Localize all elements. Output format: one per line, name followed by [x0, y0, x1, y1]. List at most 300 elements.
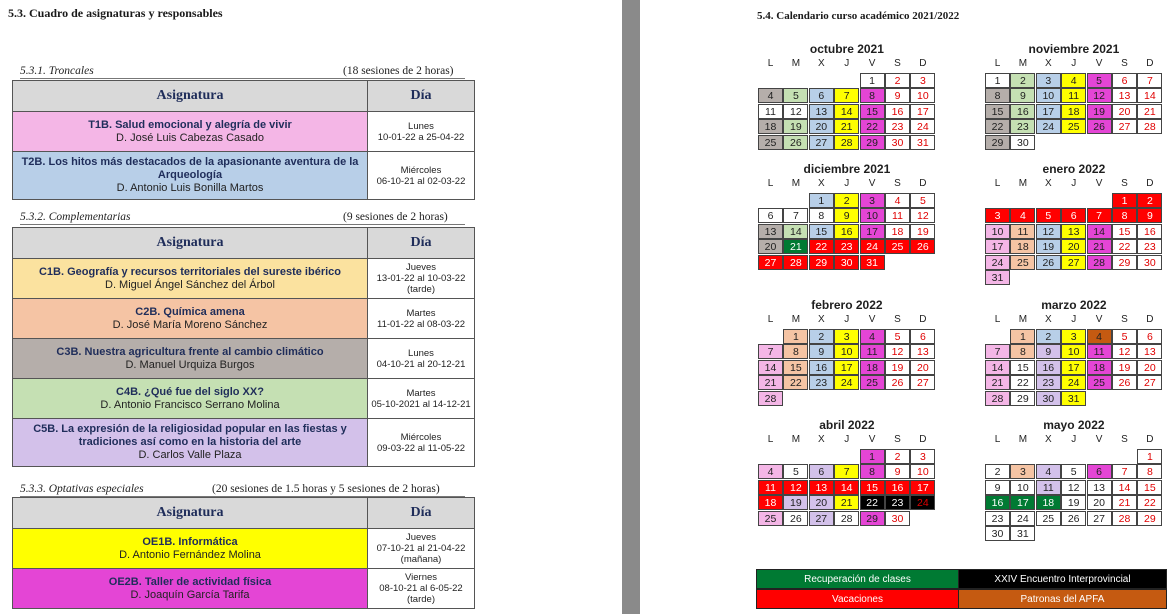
- header-dia: Día: [368, 81, 475, 112]
- day-cell: 19: [783, 119, 808, 134]
- day-cell: 15: [860, 104, 885, 119]
- day-cell: 18: [1087, 360, 1112, 375]
- table-row: [13, 112, 475, 152]
- day-cell: 4: [758, 88, 783, 103]
- header-dia: Día: [368, 498, 475, 529]
- day-cell: 6: [910, 329, 935, 344]
- day-cell: 24: [834, 375, 859, 390]
- day-cell: 11: [1036, 480, 1061, 495]
- day-cell: 24: [985, 255, 1010, 270]
- day-cell: 4: [758, 464, 783, 479]
- day-cell: 29: [1112, 255, 1137, 270]
- subject-title: T2B. Los hitos más destacados de la apasionante aventura de la Arqueología: [21, 156, 359, 181]
- weekday-label: S: [1121, 58, 1128, 69]
- day-cell: 30: [1010, 135, 1035, 150]
- weekday-label: S: [894, 314, 901, 325]
- weekday-label: L: [767, 434, 774, 445]
- weekday-label: J: [844, 178, 850, 189]
- day-cell: [368, 529, 475, 569]
- day-cell: 21: [834, 495, 859, 510]
- day-cell: 4: [1010, 208, 1035, 223]
- day-cell: 5: [910, 193, 935, 208]
- day-cell: 2: [885, 449, 910, 464]
- subject-cell: [13, 259, 368, 299]
- day-cell: 9: [809, 344, 834, 359]
- day-cell: 2: [985, 464, 1010, 479]
- weekday-label: L: [994, 434, 1001, 445]
- day-cell: 7: [1137, 73, 1162, 88]
- day-cell: 30: [834, 255, 859, 270]
- day-cell: 26: [885, 375, 910, 390]
- day-cell: 22: [1010, 375, 1035, 390]
- day-cell: 16: [985, 495, 1010, 510]
- day-cell: 1: [1112, 193, 1137, 208]
- day-cell: 23: [1137, 239, 1162, 254]
- day-cell: [368, 299, 475, 339]
- header-asignatura: Asignatura: [13, 81, 368, 112]
- day-cell: 11: [758, 480, 783, 495]
- day-cell: 22: [1112, 239, 1137, 254]
- weekday-label: L: [994, 314, 1001, 325]
- day-cell: 10: [860, 208, 885, 223]
- weekday-label: S: [1121, 178, 1128, 189]
- day-cell: 27: [1061, 255, 1086, 270]
- weekday-label: V: [868, 434, 876, 445]
- day-cell: 26: [1036, 255, 1061, 270]
- day-cell: 23: [1010, 119, 1035, 134]
- day-cell: 12: [885, 344, 910, 359]
- weekday-label: D: [1146, 434, 1154, 445]
- day-cell: 22: [860, 495, 885, 510]
- day-cell: 15: [783, 360, 808, 375]
- day-cell: 17: [1010, 495, 1035, 510]
- day-cell: 11: [758, 104, 783, 119]
- day-cell: 23: [885, 119, 910, 134]
- month-title: abril 2022: [819, 418, 875, 432]
- header-asignatura: Asignatura: [13, 498, 368, 529]
- weekday-label: M: [1018, 178, 1028, 189]
- day-cell: 13: [1087, 480, 1112, 495]
- day-cell: 11: [860, 344, 885, 359]
- day-cell: 25: [1087, 375, 1112, 390]
- day-cell: 9: [1137, 208, 1162, 223]
- month-title: diciembre 2021: [803, 162, 891, 176]
- day-cell: 5: [1036, 208, 1061, 223]
- day-cell: 8: [860, 88, 885, 103]
- section-title: 5.3. Cuadro de asignaturas y responsables: [8, 6, 223, 20]
- subject-cell: [13, 112, 368, 152]
- day-cell: 3: [860, 193, 885, 208]
- day-line: 04-10-21 al 20-12-21: [376, 358, 466, 370]
- day-cell: 5: [885, 329, 910, 344]
- day-cell: 16: [885, 480, 910, 495]
- day-cell: 7: [783, 208, 808, 223]
- day-cell: 18: [860, 360, 885, 375]
- day-cell: 20: [1112, 104, 1137, 119]
- subsection-title: 5.3.3. Optativas especiales: [20, 483, 144, 495]
- day-cell: 7: [1112, 464, 1137, 479]
- weekday-label: D: [919, 178, 927, 189]
- day-cell: 11: [1010, 224, 1035, 239]
- right-page: [640, 0, 1170, 614]
- day-cell: 29: [860, 135, 885, 150]
- day-cell: 6: [809, 88, 834, 103]
- day-cell: 22: [860, 119, 885, 134]
- day-line: 06-10-21 al 02-03-22: [376, 175, 466, 187]
- day-cell: 20: [809, 495, 834, 510]
- day-cell: 10: [1010, 480, 1035, 495]
- subject-title: C4B. ¿Qué fue del siglo XX?: [116, 385, 264, 398]
- subsection-note: (18 sesiones de 2 horas): [343, 65, 454, 77]
- day-cell: 15: [1010, 360, 1035, 375]
- day-cell: 3: [1061, 329, 1086, 344]
- day-cell: 24: [910, 495, 935, 510]
- day-cell: 26: [910, 239, 935, 254]
- day-cell: 21: [1137, 104, 1162, 119]
- day-cell: 27: [1112, 119, 1137, 134]
- day-cell: [368, 339, 475, 379]
- day-cell: 18: [758, 119, 783, 134]
- day-line: 07-10-21 al 21-04-22: [376, 543, 466, 554]
- day-cell: 13: [758, 224, 783, 239]
- day-cell: 13: [910, 344, 935, 359]
- weekday-label: V: [1095, 434, 1103, 445]
- day-cell: 12: [783, 480, 808, 495]
- weekday-label: X: [1044, 178, 1052, 189]
- day-cell: 2: [1137, 193, 1162, 208]
- day-cell: 4: [1061, 73, 1086, 88]
- day-cell: 27: [809, 511, 834, 526]
- day-cell: 16: [1137, 224, 1162, 239]
- day-cell: 30: [885, 511, 910, 526]
- day-cell: 8: [809, 208, 834, 223]
- day-cell: 26: [1112, 375, 1137, 390]
- weekday-label: M: [791, 434, 801, 445]
- day-line: Viernes: [404, 572, 438, 583]
- day-cell: 19: [1087, 104, 1112, 119]
- weekday-label: D: [1146, 314, 1154, 325]
- subject-teacher: D. Antonio Francisco Serrano Molina: [100, 398, 280, 411]
- subject-cell: [13, 299, 368, 339]
- day-cell: 15: [860, 480, 885, 495]
- month-title: noviembre 2021: [1028, 42, 1120, 56]
- day-cell: 24: [860, 239, 885, 254]
- weekday-label: X: [817, 314, 825, 325]
- day-cell: 4: [1087, 329, 1112, 344]
- subsection-title: 5.3.2. Complementarias: [20, 211, 131, 223]
- subject-teacher: D. José María Moreno Sánchez: [112, 318, 268, 331]
- day-cell: 25: [758, 511, 783, 526]
- day-cell: 17: [1061, 360, 1086, 375]
- day-cell: 10: [834, 344, 859, 359]
- day-cell: 9: [834, 208, 859, 223]
- day-cell: 12: [910, 208, 935, 223]
- weekday-label: S: [894, 434, 901, 445]
- day-cell: 28: [1112, 511, 1137, 526]
- day-cell: 14: [758, 360, 783, 375]
- subject-cell: [13, 569, 368, 609]
- day-cell: 2: [809, 329, 834, 344]
- day-cell: 21: [834, 119, 859, 134]
- day-cell: 18: [1010, 239, 1035, 254]
- day-cell: 19: [910, 224, 935, 239]
- weekday-label: M: [791, 58, 801, 69]
- subjects-table: [12, 80, 475, 200]
- day-cell: 8: [1010, 344, 1035, 359]
- day-line: 11-01-22 al 08-03-22: [376, 318, 466, 330]
- day-cell: 25: [1036, 511, 1061, 526]
- day-cell: 16: [1010, 104, 1035, 119]
- day-cell: 29: [860, 511, 885, 526]
- day-cell: 4: [860, 329, 885, 344]
- day-line: (mañana): [400, 554, 442, 565]
- day-cell: 28: [783, 255, 808, 270]
- day-cell: 17: [985, 239, 1010, 254]
- day-cell: 12: [1061, 480, 1086, 495]
- day-cell: 31: [985, 270, 1010, 285]
- day-cell: 6: [1061, 208, 1086, 223]
- day-cell: 9: [985, 480, 1010, 495]
- day-cell: [368, 379, 475, 419]
- day-cell: 7: [834, 464, 859, 479]
- day-cell: 1: [1137, 449, 1162, 464]
- day-cell: 20: [758, 239, 783, 254]
- day-cell: 27: [1137, 375, 1162, 390]
- weekday-label: X: [1044, 434, 1052, 445]
- day-line: 05-10-2021 al 14-12-21: [371, 398, 471, 410]
- table-row: [13, 339, 475, 379]
- day-cell: 13: [1137, 344, 1162, 359]
- day-cell: 28: [834, 135, 859, 150]
- weekday-label: J: [844, 434, 850, 445]
- day-cell: 2: [834, 193, 859, 208]
- month-title: enero 2022: [1042, 162, 1106, 176]
- day-cell: 31: [860, 255, 885, 270]
- day-cell: 3: [910, 73, 935, 88]
- day-cell: 19: [1112, 360, 1137, 375]
- subject-title: OE2B. Taller de actividad física: [108, 575, 272, 588]
- day-cell: 17: [860, 224, 885, 239]
- header-asignatura: Asignatura: [13, 228, 368, 259]
- day-cell: 1: [783, 329, 808, 344]
- day-cell: 14: [1087, 224, 1112, 239]
- subject-title: C1B. Geografía y recursos territoriales del sureste ibérico: [38, 265, 341, 278]
- subsection-rule: [20, 224, 465, 225]
- day-cell: 22: [783, 375, 808, 390]
- day-cell: 17: [910, 480, 935, 495]
- weekday-label: V: [1095, 178, 1103, 189]
- day-cell: 23: [985, 511, 1010, 526]
- weekday-label: D: [919, 58, 927, 69]
- subject-cell: [13, 379, 368, 419]
- day-cell: 22: [1137, 495, 1162, 510]
- subject-cell: [13, 339, 368, 379]
- table-row: [13, 419, 475, 467]
- table-row: [13, 152, 475, 200]
- subsection-note: (20 sesiones de 1.5 horas y 5 sesiones de 2 horas): [212, 483, 440, 495]
- day-cell: 26: [1061, 511, 1086, 526]
- weekday-label: V: [868, 178, 876, 189]
- day-cell: 27: [809, 135, 834, 150]
- day-cell: 21: [758, 375, 783, 390]
- weekday-label: L: [994, 178, 1001, 189]
- day-cell: 10: [910, 464, 935, 479]
- day-cell: 11: [1061, 88, 1086, 103]
- weekday-label: V: [868, 314, 876, 325]
- weekday-label: X: [817, 434, 825, 445]
- table-row: [13, 529, 475, 569]
- weekday-label: M: [791, 178, 801, 189]
- day-line: (tarde): [407, 284, 435, 295]
- day-cell: 17: [1036, 104, 1061, 119]
- day-cell: 19: [1036, 239, 1061, 254]
- day-cell: 25: [758, 135, 783, 150]
- day-cell: 26: [783, 511, 808, 526]
- day-cell: 10: [910, 88, 935, 103]
- subject-teacher: D. Antonio Fernández Molina: [119, 548, 261, 561]
- day-cell: 15: [985, 104, 1010, 119]
- weekday-label: J: [844, 314, 850, 325]
- legend-item: Recuperación de clases: [756, 569, 959, 589]
- day-cell: 16: [809, 360, 834, 375]
- weekday-label: V: [1095, 314, 1103, 325]
- subject-cell: [13, 419, 368, 467]
- day-cell: 2: [1010, 73, 1035, 88]
- day-cell: 30: [985, 526, 1010, 541]
- day-cell: 19: [885, 360, 910, 375]
- day-cell: 8: [985, 88, 1010, 103]
- weekday-label: L: [994, 58, 1001, 69]
- weekday-label: S: [1121, 434, 1128, 445]
- day-cell: 20: [809, 119, 834, 134]
- subsection-note: (9 sesiones de 2 horas): [343, 211, 448, 223]
- day-cell: 1: [809, 193, 834, 208]
- day-cell: 31: [1010, 526, 1035, 541]
- day-cell: 27: [758, 255, 783, 270]
- day-cell: 24: [1061, 375, 1086, 390]
- weekday-label: M: [1018, 58, 1028, 69]
- day-cell: 12: [1087, 88, 1112, 103]
- day-cell: 31: [910, 135, 935, 150]
- month-title: mayo 2022: [1043, 418, 1105, 432]
- day-cell: 30: [1137, 255, 1162, 270]
- day-cell: 12: [783, 104, 808, 119]
- day-cell: 4: [1036, 464, 1061, 479]
- day-cell: 1: [860, 449, 885, 464]
- day-cell: 17: [834, 360, 859, 375]
- subject-teacher: D. José Luis Cabezas Casado: [116, 131, 264, 144]
- day-line: Jueves: [405, 532, 437, 543]
- day-cell: [368, 112, 475, 152]
- day-cell: 8: [1112, 208, 1137, 223]
- day-cell: 25: [1061, 119, 1086, 134]
- day-cell: 6: [1137, 329, 1162, 344]
- subject-title: C5B. La expresión de la religiosidad popular en las fiestas y tradiciones así como en la historia del arte: [33, 423, 347, 448]
- day-cell: 6: [1112, 73, 1137, 88]
- weekday-label: X: [817, 58, 825, 69]
- day-cell: 15: [809, 224, 834, 239]
- table-row: [13, 379, 475, 419]
- day-cell: 22: [809, 239, 834, 254]
- day-cell: 15: [1112, 224, 1137, 239]
- subject-teacher: D. Manuel Urquiza Burgos: [125, 358, 255, 371]
- month-title: marzo 2022: [1041, 298, 1107, 312]
- legend-item: Patronas del APFA: [958, 589, 1167, 609]
- weekday-label: J: [1071, 314, 1077, 325]
- day-cell: 9: [1010, 88, 1035, 103]
- day-cell: 18: [758, 495, 783, 510]
- day-cell: 16: [1036, 360, 1061, 375]
- day-cell: [368, 259, 475, 299]
- weekday-label: S: [894, 178, 901, 189]
- day-cell: 5: [1087, 73, 1112, 88]
- legend-item: Vacaciones: [756, 589, 959, 609]
- day-cell: 3: [910, 449, 935, 464]
- weekday-label: J: [1071, 58, 1077, 69]
- weekday-label: X: [1044, 58, 1052, 69]
- day-cell: 23: [885, 495, 910, 510]
- day-line: Martes: [406, 307, 436, 319]
- day-line: 09-03-22 al 11-05-22: [376, 442, 466, 454]
- day-cell: 1: [860, 73, 885, 88]
- subject-title: C3B. Nuestra agricultura frente al cambio climático: [56, 345, 324, 358]
- day-cell: 23: [834, 239, 859, 254]
- weekday-label: M: [1018, 434, 1028, 445]
- day-cell: 19: [783, 495, 808, 510]
- subsection-rule: [20, 78, 465, 79]
- day-cell: 16: [885, 104, 910, 119]
- day-cell: 19: [1061, 495, 1086, 510]
- day-cell: 7: [985, 344, 1010, 359]
- weekday-label: M: [791, 314, 801, 325]
- day-cell: 14: [834, 480, 859, 495]
- day-cell: 14: [834, 104, 859, 119]
- day-line: Miércoles: [400, 164, 442, 176]
- weekday-label: L: [767, 58, 774, 69]
- day-cell: 18: [885, 224, 910, 239]
- day-line: Miércoles: [400, 431, 442, 443]
- day-cell: 20: [910, 360, 935, 375]
- subject-teacher: D. Miguel Ángel Sánchez del Árbol: [105, 278, 275, 291]
- day-line: 13-01-22 al 10-03-22: [376, 273, 466, 284]
- day-cell: 24: [1036, 119, 1061, 134]
- day-cell: 13: [809, 480, 834, 495]
- day-cell: 21: [1087, 239, 1112, 254]
- weekday-label: J: [1071, 178, 1077, 189]
- weekday-label: J: [1071, 434, 1077, 445]
- day-cell: 14: [1112, 480, 1137, 495]
- weekday-label: S: [1121, 314, 1128, 325]
- day-line: Lunes: [408, 120, 434, 132]
- subjects-table: [12, 227, 475, 467]
- day-cell: 15: [1137, 480, 1162, 495]
- day-cell: 28: [1137, 119, 1162, 134]
- day-line: (tarde): [407, 594, 435, 605]
- day-line: 08-10-21 al 6-05-22: [379, 583, 463, 594]
- subject-title: C2B. Química amena: [135, 305, 245, 318]
- day-cell: 20: [1087, 495, 1112, 510]
- day-cell: 25: [885, 239, 910, 254]
- day-cell: 14: [1137, 88, 1162, 103]
- day-cell: 6: [1087, 464, 1112, 479]
- day-cell: 20: [1137, 360, 1162, 375]
- weekday-label: V: [1095, 58, 1103, 69]
- subject-title: T1B. Salud emocional y alegría de vivir: [88, 118, 292, 131]
- subsection-title: 5.3.1. Troncales: [20, 65, 94, 77]
- day-cell: 14: [985, 360, 1010, 375]
- day-cell: 21: [783, 239, 808, 254]
- day-cell: 11: [885, 208, 910, 223]
